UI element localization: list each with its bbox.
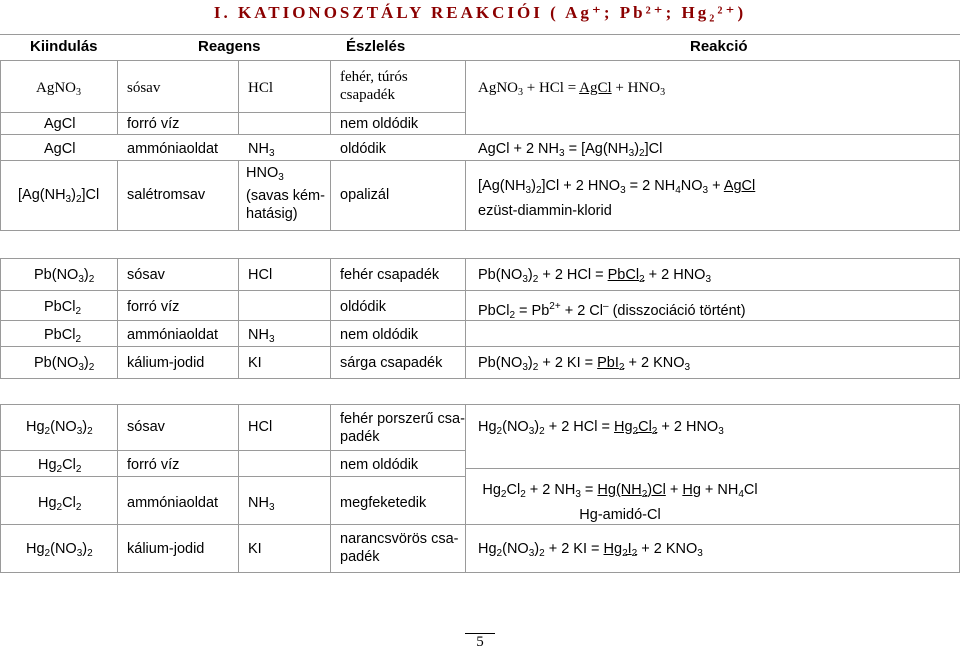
cell-start: AgCl bbox=[44, 116, 76, 132]
cell-start: $Hg_2Cl_2$ bbox=[38, 495, 82, 513]
cell-formula: $NH_3$ bbox=[248, 495, 275, 513]
header-start: Kiindulás bbox=[30, 38, 98, 55]
cell-formula: KI bbox=[248, 541, 262, 557]
cell-reagent: sósav bbox=[127, 267, 165, 283]
cell-reagent: salétromsav bbox=[127, 187, 206, 203]
cell-reagent: sósav bbox=[127, 80, 161, 96]
cell-reagent: ammóniaoldat bbox=[127, 495, 219, 511]
header-reaction: Reakció bbox=[690, 38, 748, 55]
page-title: I. KATIONOSZTÁLY REAKCIÓI ( Ag⁺; Pb²⁺; Hg₂²⁺) bbox=[213, 3, 747, 22]
cell-reagent: forró víz bbox=[127, 116, 180, 132]
cell-formula: HCl bbox=[248, 419, 273, 435]
cell-formula: $NH_3$ bbox=[248, 327, 275, 345]
header-reagent: Reagens bbox=[198, 38, 261, 55]
cell-formula: $HNO_3$ (savas kém- hatásig) bbox=[246, 165, 325, 222]
cell-start: AgCl bbox=[44, 141, 76, 157]
cell-formula: HCl bbox=[248, 80, 274, 96]
cell-reaction: PbCl$_2$ = $Pb^{2+} + 2$ Cl– (disszociáció történt) bbox=[478, 301, 746, 321]
cell-reagent: ammóniaoldat bbox=[127, 141, 219, 157]
cell-reaction: AgCl + 2 $NH_3 = [Ag(NH_3)_2]Cl$ bbox=[478, 141, 663, 159]
cell-reaction: $Pb(NO_3)_2 + 2$ KI = PbI$_2$ + 2 $KNO_3$ bbox=[478, 355, 691, 373]
cell-start: $[Ag(NH_3)_2]Cl$ bbox=[18, 187, 100, 205]
cell-observation: fehér porszerű csa- padék bbox=[340, 411, 465, 445]
cell-reagent: kálium-jodid bbox=[127, 355, 205, 371]
cell-observation: oldódik bbox=[340, 141, 386, 157]
page-number: 5 bbox=[465, 633, 495, 650]
cell-start: PbCl$_2$ bbox=[44, 327, 81, 345]
cell-formula: HCl bbox=[248, 267, 273, 283]
cell-reaction: $Hg_2Cl_2 + 2$ $NH_3 = Hg(NH_2)Cl + Hg + NH_4Cl$ Hg-amidó-Cl bbox=[482, 482, 758, 523]
cell-start: AgNO$_3$ bbox=[36, 80, 81, 98]
cell-formula: $NH_3$ bbox=[248, 141, 275, 159]
cell-observation: opalizál bbox=[340, 187, 390, 203]
cell-start: $Pb(NO_3)_2$ bbox=[34, 267, 95, 285]
cell-start: $Hg_2(NO_3)_2$ bbox=[26, 541, 93, 559]
cell-reaction: $[Ag(NH_3)_2]Cl + 2$ $HNO_3 = 2$ $NH_4NO_3$ + AgCl ezüst-diammin-klorid bbox=[478, 178, 756, 219]
cell-observation: megfeketedik bbox=[340, 495, 427, 511]
cell-observation: nem oldódik bbox=[340, 457, 419, 473]
cell-start: $Pb(NO_3)_2$ bbox=[34, 355, 95, 373]
cell-observation: sárga csapadék bbox=[340, 355, 443, 371]
cell-reaction: AgNO$_3$ + HCl = AgCl + $HNO_3$ bbox=[478, 80, 666, 98]
cell-observation: oldódik bbox=[340, 299, 386, 315]
cell-reaction: $Hg_2(NO_3)_2 + 2$ HCl = $Hg_2Cl_2 + 2$ $HNO_3$ bbox=[478, 419, 724, 437]
cell-observation: nem oldódik bbox=[340, 116, 419, 132]
cell-reagent: kálium-jodid bbox=[127, 541, 205, 557]
cell-reagent: forró víz bbox=[127, 299, 180, 315]
cell-observation: nem oldódik bbox=[340, 327, 419, 343]
cell-observation: narancsvörös csa- padék bbox=[340, 531, 459, 565]
cell-observation: fehér csapadék bbox=[340, 267, 440, 283]
cell-reaction: $Pb(NO_3)_2 + 2$ HCl = PbCl$_2$ + 2 $HNO_3$ bbox=[478, 267, 712, 285]
cell-reagent: sósav bbox=[127, 419, 165, 435]
header-observation: Észlelés bbox=[346, 38, 406, 55]
cell-reagent: ammóniaoldat bbox=[127, 327, 219, 343]
cell-reagent: forró víz bbox=[127, 457, 180, 473]
cell-observation: fehér, túrós csapadék bbox=[340, 69, 408, 103]
cell-reaction: $Hg_2(NO_3)_2 + 2$ KI = $Hg_2I_2 + 2$ $KNO_3$ bbox=[478, 541, 703, 559]
cell-formula: KI bbox=[248, 355, 262, 371]
cell-start: PbCl$_2$ bbox=[44, 299, 81, 317]
cell-start: $Hg_2(NO_3)_2$ bbox=[26, 419, 93, 437]
cell-start: $Hg_2Cl_2$ bbox=[38, 457, 82, 475]
